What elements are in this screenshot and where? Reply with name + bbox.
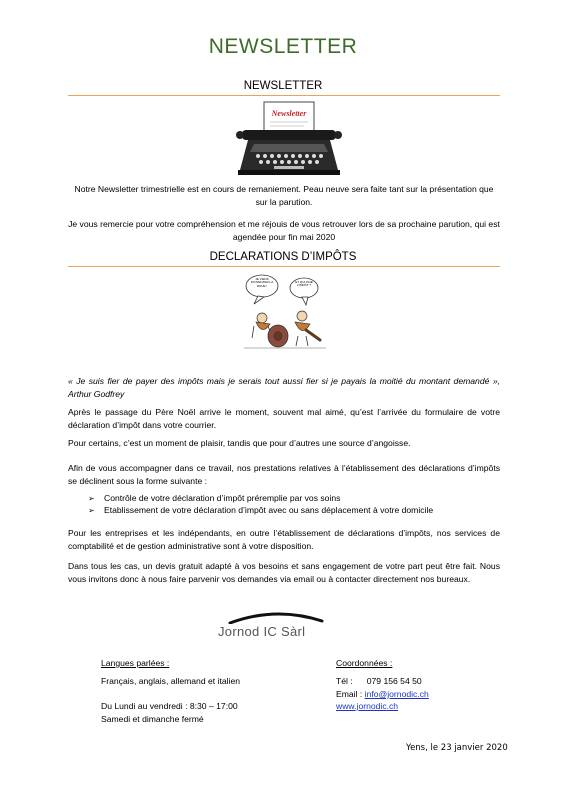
tax-quote: « Je suis fier de payer des impôts mais je serais tout aussi fier si je payais la moitié du montant demandé », Arthur Godfrey xyxy=(68,376,500,399)
service-bullet-text: Etablissement de votre déclaration d’impôt avec ou sans déplacement à votre domicile xyxy=(104,505,434,515)
email-label: Email : xyxy=(336,689,363,699)
phone-line xyxy=(336,675,422,688)
declarations-paragraph-4: Pour les entreprises et les indépendants, en outre l’établissement de déclarations d’impôts, nos services de comptabilité et de gestion administrative sont à votre disposition. xyxy=(68,528,500,551)
caveman-cartoon xyxy=(240,272,330,354)
logo-name: Jornod IC Sàrl xyxy=(218,624,306,639)
company-logo xyxy=(216,610,336,646)
declarations-divider xyxy=(68,266,500,267)
email-link[interactable]: info@jornodic.ch xyxy=(364,689,429,699)
document-date: Yens, le 23 janvier 2020 xyxy=(406,743,508,753)
newsletter-paragraph-2: Je vous remercie pour votre compréhension et me réjouis de vous retrouver lors de sa prochaine parution, qui est agendée pour fin mai 2020 xyxy=(68,219,500,242)
typewriter-illustration xyxy=(234,100,344,178)
languages-label: Langues parlées : xyxy=(101,658,170,668)
declarations-paragraph-3: Afin de vous accompagner dans ce travail, nos prestations relatives à l’établissement des déclarations d’impôts se déclinent sous la forme suivante : xyxy=(68,463,500,486)
logo-arc-icon xyxy=(228,610,324,624)
page-title: NEWSLETTER xyxy=(208,35,358,58)
newsletter-heading: NEWSLETTER xyxy=(243,80,323,92)
bubble-right-text: ET QUI PAIE L'IMPÔT ? xyxy=(295,281,313,288)
phone-label: Tél : xyxy=(336,676,353,686)
declarations-heading: DECLARATIONS D’IMPÔTS xyxy=(209,251,357,263)
website-line xyxy=(336,700,398,713)
declarations-paragraph-5: Dans tous les cas, un devis gratuit adapté à vos besoins et sans engagement de votre part peut être fait. Nous vous invitons donc à nous faire parvenir vos demandes via email ou à contacter directement nos bureaux. xyxy=(68,561,500,584)
typewriter-paper-label: Newsletter xyxy=(271,109,307,118)
contact-label: Coordonnées : xyxy=(336,658,393,668)
declarations-paragraph-1: Après le passage du Père Noël arrive le moment, souvent mal aimé, qu’est l’arrivée du formulaire de votre déclaration d’impôt dans votre courrier. xyxy=(68,407,500,430)
service-bullet-text: Contrôle de votre déclaration d’impôt préremplie par vos soins xyxy=(104,493,341,503)
opening-hours-weekdays: Du Lundi au vendredi : 8:30 – 17:00 xyxy=(101,701,238,711)
declarations-paragraph-2: Pour certains, c’est un moment de plaisir, tandis que pour d’autres une source d’angoisse. xyxy=(68,438,411,448)
newsletter-divider xyxy=(68,95,500,96)
bubble-left-text: JE VIENS D'INVENTER LA ROUE ! xyxy=(250,278,274,288)
email-line xyxy=(336,688,429,701)
phone-number: 079 156 54 50 xyxy=(366,676,422,686)
arrow-bullet-icon: ➢ xyxy=(88,506,95,515)
opening-hours-weekend: Samedi et dimanche fermé xyxy=(101,714,204,724)
newsletter-paragraph-1: Notre Newsletter trimestrielle est en cours de remaniement. Peau neuve sera faite tant sur la présentation que sur la parution. xyxy=(74,184,494,207)
arrow-bullet-icon: ➢ xyxy=(88,494,95,503)
service-bullet xyxy=(88,504,433,518)
website-link[interactable]: www.jornodic.ch xyxy=(336,701,399,711)
languages-text: Français, anglais, allemand et italien xyxy=(101,676,241,686)
